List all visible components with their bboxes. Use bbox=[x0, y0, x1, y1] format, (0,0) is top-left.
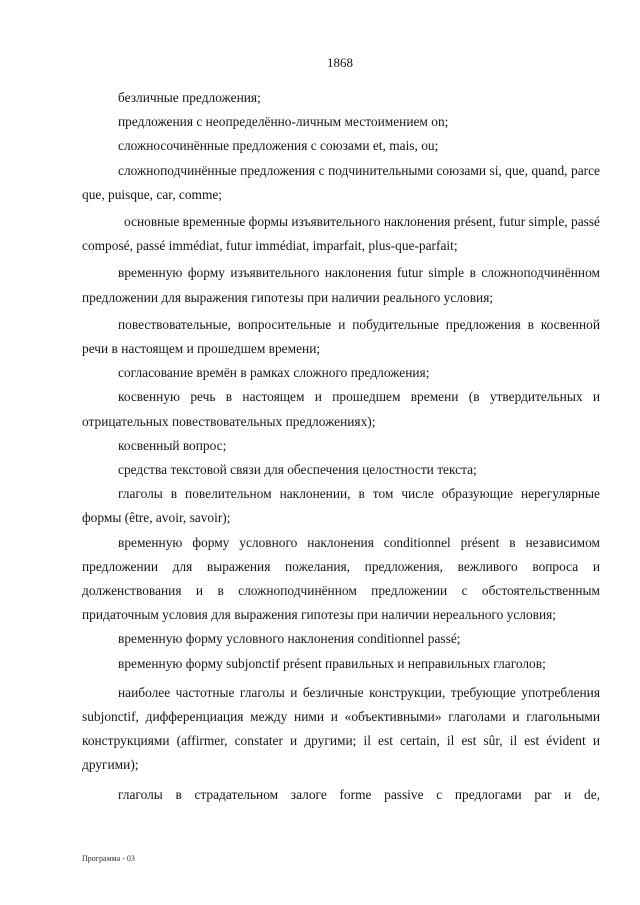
list-item: временную форму условного наклонения conditionnel présent в независимом предложении для выражения пожелания, предложения, вежливого вопроса и долженствования и в сложноподчинённом предложении с обстоятельственным придаточным условия для выражения гипотезы при наличии нереального условия; bbox=[82, 534, 600, 623]
list-item: сложноподчинённые предложения с подчинительными союзами si, que, quand, parce que, puisque, car, comme; bbox=[82, 162, 600, 202]
list-item: наиболее частотные глаголы и безличные конструкции, требующие употребления subjonctif, дифференциация между ними и «объективными» глаголами и глагольными конструкциями (affirmer, constater и другими; il est certain, il est sûr, il est évident и другими); bbox=[82, 684, 600, 773]
page-number: 1868 bbox=[327, 55, 353, 70]
list-item: временную форму subjonctif présent правильных и неправильных глаголов; bbox=[118, 655, 546, 671]
list-item: косвенную речь в настоящем и прошедшем времени (в утвердительных и отрицательных повествовательных предложениях); bbox=[82, 389, 600, 429]
list-item: средства текстовой связи для обеспечения целостности текста; bbox=[118, 462, 477, 478]
list-item: временную форму изъявительного наклонения futur simple в сложноподчинённом предложении для выражения гипотезы при наличии реального условия; bbox=[82, 265, 600, 305]
list-item: повествовательные, вопросительные и побудительные предложения в косвенной речи в настоящем и прошедшем времени; bbox=[82, 316, 600, 357]
list-item: глаголы в страдательном залоге forme passive с предлогами par и de, bbox=[118, 786, 600, 802]
list-item: глаголы в повелительном наклонении, в том числе образующие нерегулярные формы (être, avoir, savoir); bbox=[82, 486, 600, 526]
list-item: сложносочинённые предложения с союзами et, mais, ou; bbox=[118, 138, 439, 154]
document-body bbox=[82, 86, 600, 807]
list-item: согласование времён в рамках сложного предложения; bbox=[118, 365, 430, 381]
list-item: временную форму условного наклонения conditionnel passé; bbox=[118, 631, 461, 647]
list-item: основные временные формы изъявительного наклонения présent, futur simple, passé composé, passé immédiat, futur immédiat, imparfait, plus-que-parfait; bbox=[82, 214, 600, 254]
list-item: предложения с неопределённо-личным местоимением on; bbox=[118, 114, 449, 130]
list-item: безличные предложения; bbox=[118, 90, 261, 105]
footer-label: Программа - 03 bbox=[82, 854, 135, 863]
list-item: косвенный вопрос; bbox=[118, 437, 227, 453]
